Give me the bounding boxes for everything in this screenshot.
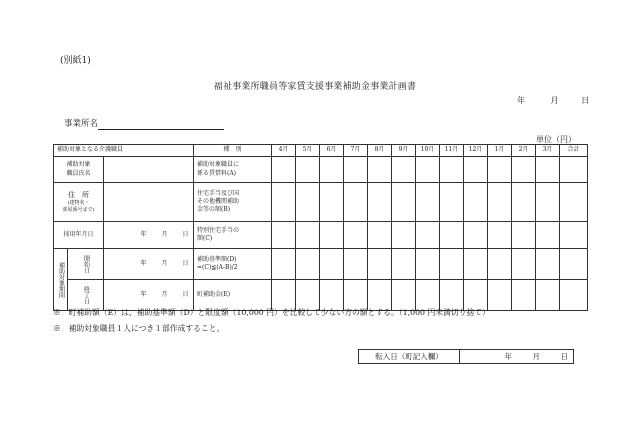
month-cell[interactable]: [416, 249, 440, 280]
header-month: 2月: [512, 145, 536, 157]
table-header-row: [54, 145, 588, 157]
note-one-per-staff: ※ 補助対象職員１人につき１部作成すること。: [53, 324, 225, 333]
transfer-month: 月: [532, 352, 540, 361]
type-line: 補助基準額(D): [197, 255, 237, 263]
type-line: その他機関補助: [197, 197, 240, 205]
month-cell[interactable]: [440, 280, 464, 311]
month-cell[interactable]: [512, 222, 536, 249]
month-cell[interactable]: [392, 249, 416, 280]
staff-name-label-line: 職員氏名: [66, 169, 91, 177]
total-cell[interactable]: [560, 183, 588, 222]
month-cell[interactable]: [416, 157, 440, 183]
header-month: 11月: [440, 145, 464, 157]
document-title: 福祉事業所職員等家賃支援事業補助金事業計画書: [213, 82, 417, 92]
month-cell[interactable]: [512, 183, 536, 222]
month-cell[interactable]: [392, 157, 416, 183]
hire-date-year: 年: [140, 230, 147, 238]
type-line: 金等の額(B): [197, 206, 231, 214]
month-cell[interactable]: [344, 183, 368, 222]
type-line: 町補助金(E): [197, 290, 231, 298]
table-row: [54, 280, 588, 311]
month-cell[interactable]: [536, 157, 560, 183]
period-label-text: 補助対象期間: [57, 261, 65, 298]
header-type: 種 別: [194, 145, 272, 157]
month-cell[interactable]: [464, 222, 488, 249]
address-note-line: (建物名・: [67, 199, 90, 206]
type-line: 係る賃借料(A): [197, 169, 237, 177]
hire-date-label: 採用年月日: [54, 222, 104, 249]
transfer-year: 年: [504, 352, 512, 361]
document-date: [497, 97, 589, 105]
header-month: 5月: [296, 145, 320, 157]
plan-table: [53, 144, 588, 311]
month-cell[interactable]: [368, 280, 392, 311]
month-cell[interactable]: [344, 222, 368, 249]
month-cell[interactable]: [440, 222, 464, 249]
total-cell[interactable]: [560, 280, 588, 311]
month-cell[interactable]: [536, 280, 560, 311]
month-cell[interactable]: [296, 183, 320, 222]
month-cell[interactable]: [464, 280, 488, 311]
header-month: 4月: [272, 145, 296, 157]
staff-name-label-line: 補助対象: [66, 161, 91, 169]
total-cell[interactable]: [560, 157, 588, 183]
transfer-date-field[interactable]: [460, 350, 573, 363]
start-date-day: 日: [182, 259, 189, 267]
month-cell[interactable]: [368, 249, 392, 280]
end-date-month: 月: [161, 290, 168, 298]
hire-date-month: 月: [161, 230, 168, 238]
month-cell[interactable]: [272, 280, 296, 311]
start-label: [68, 249, 104, 280]
type-line: 特別住宅手当の: [197, 226, 240, 234]
month-cell[interactable]: [320, 280, 344, 311]
start-date-month: 月: [161, 259, 168, 267]
type-town-subsidy: [194, 280, 272, 311]
month-cell[interactable]: [464, 157, 488, 183]
address-label-title: 住 所: [68, 190, 89, 199]
month-cell[interactable]: [344, 280, 368, 311]
header-total: 合計: [560, 145, 588, 157]
hire-date-field[interactable]: [104, 222, 194, 249]
month-cell[interactable]: [272, 249, 296, 280]
type-line: =(C)≦(A-B)/2: [197, 264, 238, 271]
month-cell[interactable]: [320, 222, 344, 249]
type-base-amount: [194, 249, 272, 280]
month-cell[interactable]: [464, 249, 488, 280]
total-cell[interactable]: [560, 222, 588, 249]
month-cell[interactable]: [440, 249, 464, 280]
month-cell[interactable]: [536, 183, 560, 222]
type-line: 額(C): [197, 235, 213, 242]
address-label: [54, 183, 104, 222]
month-cell[interactable]: [512, 280, 536, 311]
start-label-text: 開始日: [82, 255, 90, 273]
month-cell[interactable]: [296, 157, 320, 183]
hire-date-day: 日: [182, 230, 189, 238]
month-cell[interactable]: [272, 183, 296, 222]
month-cell[interactable]: [272, 222, 296, 249]
month-cell[interactable]: [320, 183, 344, 222]
header-month: 7月: [344, 145, 368, 157]
type-allowance: [194, 183, 272, 222]
month-cell[interactable]: [416, 280, 440, 311]
start-date-field[interactable]: [104, 249, 194, 280]
month-cell[interactable]: [296, 280, 320, 311]
month-cell[interactable]: [512, 157, 536, 183]
end-label-text: 終了日: [82, 286, 90, 304]
month-cell[interactable]: [488, 249, 512, 280]
month-cell[interactable]: [392, 280, 416, 311]
header-month: 12月: [464, 145, 488, 157]
office-name-field[interactable]: [98, 129, 224, 130]
month-cell[interactable]: [320, 157, 344, 183]
month-cell[interactable]: [512, 249, 536, 280]
transfer-date-box: [358, 349, 574, 364]
header-month: 1月: [488, 145, 512, 157]
type-line: 住宅手当及び国: [197, 189, 240, 197]
start-date-year: 年: [140, 259, 147, 267]
month-cell[interactable]: [464, 183, 488, 222]
header-month: 9月: [392, 145, 416, 157]
month-cell[interactable]: [392, 183, 416, 222]
month-cell[interactable]: [440, 157, 464, 183]
month-cell[interactable]: [368, 222, 392, 249]
type-special-allowance: [194, 222, 272, 249]
month-cell[interactable]: [296, 222, 320, 249]
month-cell[interactable]: [488, 280, 512, 311]
transfer-date-label: 転入日（町記入欄）: [359, 350, 460, 363]
month-cell[interactable]: [416, 222, 440, 249]
period-label: [54, 249, 68, 311]
month-cell[interactable]: [488, 157, 512, 183]
annex-label: (別紙1): [60, 56, 91, 66]
month-cell[interactable]: [392, 222, 416, 249]
table-row: [54, 222, 588, 249]
address-note-line: 部屋番号まで): [62, 206, 95, 213]
month-cell[interactable]: [416, 183, 440, 222]
month-cell[interactable]: [320, 249, 344, 280]
transfer-day: 日: [560, 352, 568, 361]
month-cell[interactable]: [368, 157, 392, 183]
staff-name-label: [54, 157, 104, 183]
month-cell[interactable]: [536, 249, 560, 280]
month-cell[interactable]: [536, 222, 560, 249]
table-row: [54, 157, 588, 183]
unit-label: 単位（円）: [536, 135, 576, 144]
staff-name-field[interactable]: [104, 157, 194, 183]
month-cell[interactable]: [440, 183, 464, 222]
end-date-year: 年: [140, 290, 147, 298]
address-field[interactable]: [104, 183, 194, 222]
month-cell[interactable]: [272, 157, 296, 183]
month-cell[interactable]: [368, 183, 392, 222]
note-subsidy-calculation: ※ 町補助額（E）は、補助基準額（D）と限度額（10,000 円）を比較して少ない方の額とする。（1,000 円未満切り捨て）: [53, 308, 490, 317]
header-month: 10月: [416, 145, 440, 157]
table-row: [54, 183, 588, 222]
date-year: 年: [517, 96, 525, 105]
type-line: 補助対象職員に: [197, 161, 240, 169]
date-day: 日: [581, 96, 590, 105]
month-cell[interactable]: [488, 222, 512, 249]
end-date-day: 日: [182, 290, 189, 298]
date-month: 月: [550, 96, 559, 105]
header-staff: 補助対象となる介護職員: [54, 145, 194, 157]
end-label: [68, 280, 104, 311]
end-date-field[interactable]: [104, 280, 194, 311]
month-cell[interactable]: [344, 157, 368, 183]
table-row: [54, 249, 588, 280]
month-cell[interactable]: [344, 249, 368, 280]
month-cell[interactable]: [296, 249, 320, 280]
header-month: 8月: [368, 145, 392, 157]
header-month: 6月: [320, 145, 344, 157]
total-cell[interactable]: [560, 249, 588, 280]
header-month: 3月: [536, 145, 560, 157]
type-rent: [194, 157, 272, 183]
month-cell[interactable]: [488, 183, 512, 222]
office-name-label: 事業所名: [64, 119, 99, 129]
